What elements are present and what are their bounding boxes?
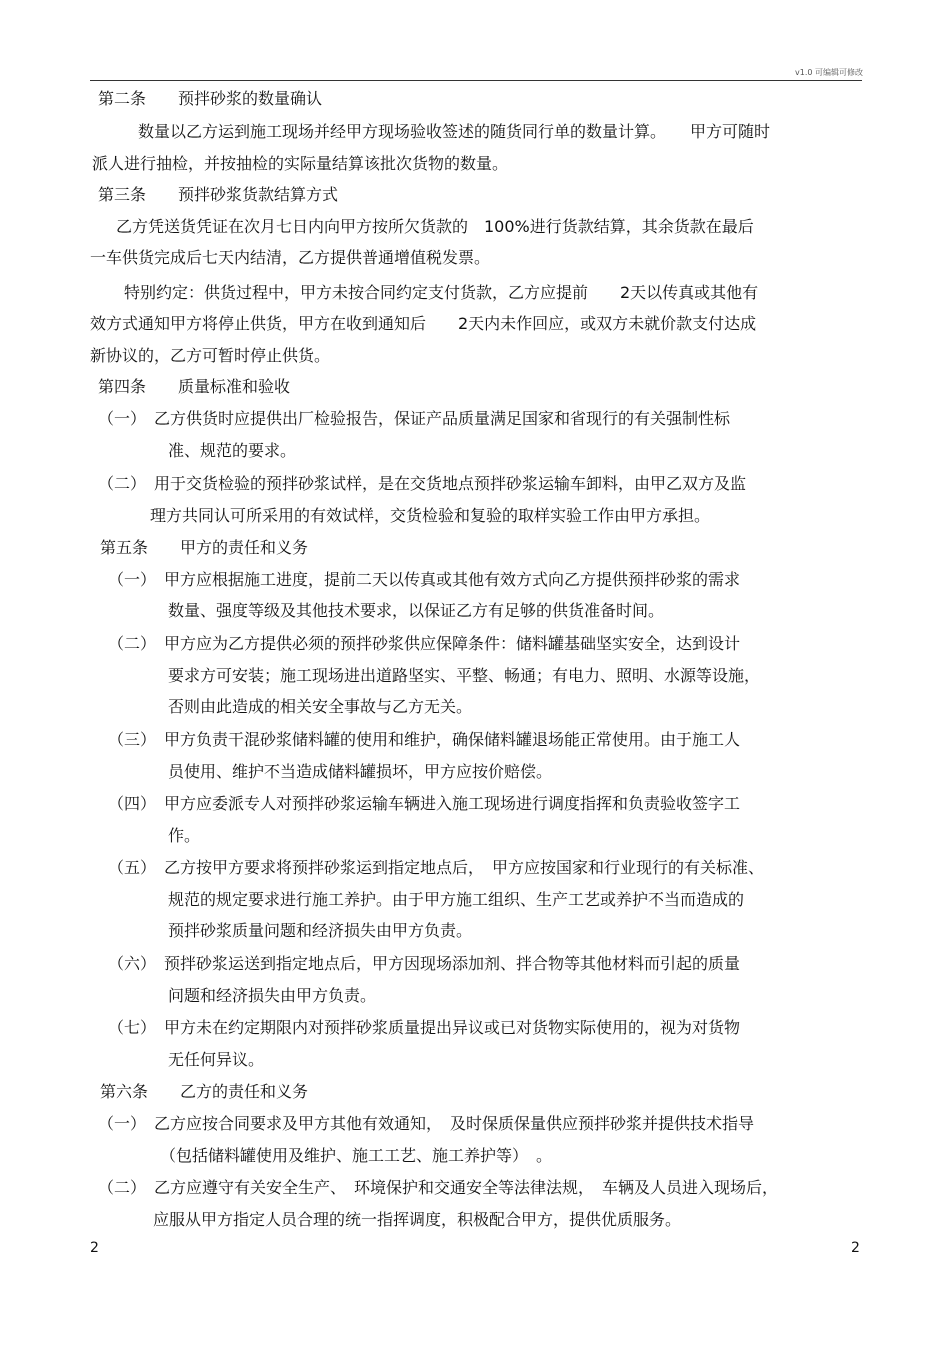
paragraph-line: 特别约定：供货过程中，甲方未按合同约定支付货款，乙方应提前 2天以传真或其他有	[108, 283, 759, 302]
paragraph-line: 一车供货完成后七天内结清，乙方提供普通增值税发票。	[90, 248, 491, 267]
paragraph-line: 派人进行抽检，并按抽检的实际量结算该批次货物的数量。	[92, 154, 509, 173]
clause-line: 理方共同认可所采用的有效试样，交货检验和复验的取样实验工作由甲方承担。	[150, 506, 711, 525]
clause-line: 要求方可安装；施工现场进出道路坚实、平整、畅通；有电力、照明、水源等设施，	[168, 666, 761, 685]
clause-line: （一） 乙方应按合同要求及甲方其他有效通知， 及时保质保量供应预拌砂浆并提供技术指导	[98, 1114, 755, 1133]
article-2-heading: 第二条 预拌砂浆的数量确认	[98, 89, 323, 108]
clause-line: 数量、强度等级及其他技术要求，以保证乙方有足够的供货准备时间。	[168, 601, 665, 620]
paragraph-line: 效方式通知甲方将停止供货，甲方在收到通知后 2天内未作回应，或双方未就价款支付达成	[90, 314, 757, 333]
clause-line: （七） 甲方未在约定期限内对预拌砂浆质量提出异议或已对货物实际使用的，视为对货物	[108, 1018, 741, 1037]
paragraph-line: 数量以乙方运到施工现场并经甲方现场验收签述的随货同行单的数量计算。 甲方可随时	[106, 122, 771, 141]
page-number-right: 2	[851, 1240, 860, 1256]
clause-line: （一） 甲方应根据施工进度，提前二天以传真或其他有效方式向乙方提供预拌砂浆的需求	[108, 570, 741, 589]
clause-line: 员使用、维护不当造成储料罐损坏，甲方应按价赔偿。	[168, 762, 553, 781]
page-number-left: 2	[90, 1240, 99, 1256]
clause-line: （二） 甲方应为乙方提供必须的预拌砂浆供应保障条件：储料罐基础坚实安全，达到设计	[108, 634, 741, 653]
paragraph-line: 新协议的，乙方可暂时停止供货。	[90, 346, 331, 365]
clause-line: 准、规范的要求。	[168, 441, 297, 460]
clause-line: 作。	[168, 826, 201, 845]
clause-line: （六） 预拌砂浆运送到指定地点后，甲方因现场添加剂、拌合物等其他材料而引起的质量	[108, 954, 741, 973]
clause-line: （二） 乙方应遵守有关安全生产、 环境保护和交通安全等法律法规， 车辆及人员进入现场后，	[98, 1178, 779, 1197]
article-5-heading: 第五条 甲方的责任和义务	[100, 538, 309, 557]
article-6-heading: 第六条 乙方的责任和义务	[100, 1082, 309, 1101]
header-note: v1.0 可编辑可修改	[795, 68, 863, 77]
article-3-heading: 第三条 预拌砂浆货款结算方式	[98, 185, 339, 204]
clause-line: 应服从甲方指定人员合理的统一指挥调度，积极配合甲方，提供优质服务。	[153, 1210, 682, 1229]
clause-line: 否则由此造成的相关安全事故与乙方无关。	[168, 697, 473, 716]
clause-line: 预拌砂浆质量问题和经济损失由甲方负责。	[168, 921, 473, 940]
clause-line: 规范的规定要求进行施工养护。由于甲方施工组织、生产工艺或养护不当而造成的	[168, 890, 745, 909]
article-4-heading: 第四条 质量标准和验收	[98, 377, 291, 396]
clause-line: （五） 乙方按甲方要求将预拌砂浆运到指定地点后， 甲方应按国家和行业现行的有关标准、	[108, 858, 765, 877]
clause-line: （一） 乙方供货时应提供出厂检验报告，保证产品质量满足国家和省现行的有关强制性标	[98, 409, 731, 428]
clause-line: 无任何异议。	[168, 1050, 265, 1069]
clause-line: 问题和经济损失由甲方负责。	[168, 986, 377, 1005]
header-rule	[90, 80, 862, 81]
clause-line: （包括储料罐使用及维护、施工工艺、施工养护等） 。	[160, 1146, 553, 1165]
clause-line: （四） 甲方应委派专人对预拌砂浆运输车辆进入施工现场进行调度指挥和负责验收签字工	[108, 794, 741, 813]
clause-line: （二） 用于交货检验的预拌砂浆试样，是在交货地点预拌砂浆运输车卸料，由甲乙双方及监	[98, 474, 747, 493]
clause-line: （三） 甲方负责干混砂浆储料罐的使用和维护，确保储料罐退场能正常使用。由于施工人	[108, 730, 741, 749]
paragraph-line: 乙方凭送货凭证在次月七日内向甲方按所欠货款的 100%进行货款结算，其余货款在最后	[100, 217, 754, 236]
